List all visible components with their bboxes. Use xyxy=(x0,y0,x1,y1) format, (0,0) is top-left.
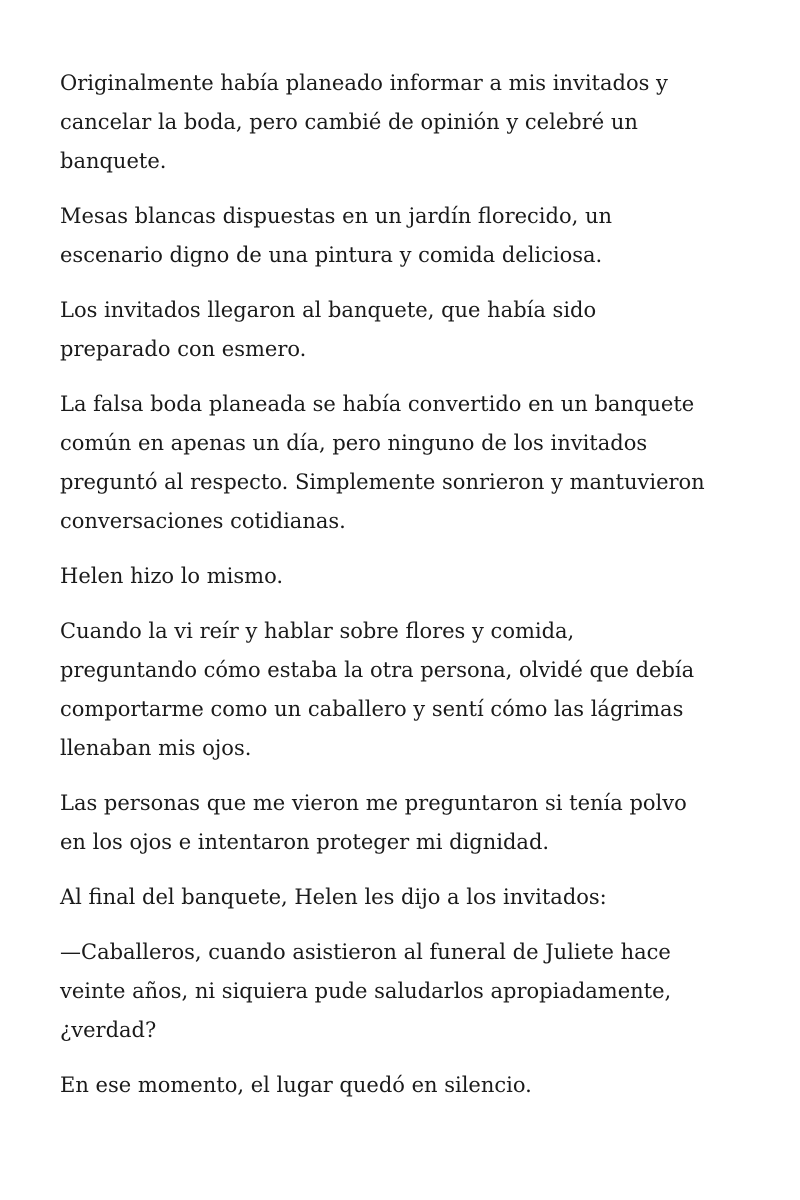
paragraph: En ese momento, el lugar quedó en silencio. xyxy=(60,1073,532,1097)
paragraph: Originalmente había planeado informar a mis invitados y cancelar la boda, pero cambié de opinión y celebré un banquete. xyxy=(60,71,668,173)
paragraph: Mesas blancas dispuestas en un jardín florecido, un escenario digno de una pintura y comida deliciosa. xyxy=(60,204,612,267)
paragraph: Al final del banquete, Helen les dijo a los invitados: xyxy=(60,885,607,909)
paragraph: Las personas que me vieron me preguntaron si tenía polvo en los ojos e intentaron proteger mi dignidad. xyxy=(60,791,687,854)
paragraph: Cuando la vi reír y hablar sobre flores y comida, preguntando cómo estaba la otra persona, olvidé que debía comportarme como un caballero y sentí cómo las lágrimas llenaban mis ojos. xyxy=(60,619,695,760)
paragraph: Helen hizo lo mismo. xyxy=(60,564,284,588)
paragraph: —Caballeros, cuando asistieron al funeral de Juliete hace veinte años, ni siquiera pude saludarlos apropiadamente, ¿verdad? xyxy=(60,940,672,1042)
document-body xyxy=(60,64,750,1121)
paragraph: La falsa boda planeada se había convertido en un banquete común en apenas un día, pero ninguno de los invitados preguntó al respecto. Simplemente sonrieron y mantuvieron conversaciones cotidianas. xyxy=(60,392,705,533)
paragraph: Los invitados llegaron al banquete, que había sido preparado con esmero. xyxy=(60,298,597,361)
